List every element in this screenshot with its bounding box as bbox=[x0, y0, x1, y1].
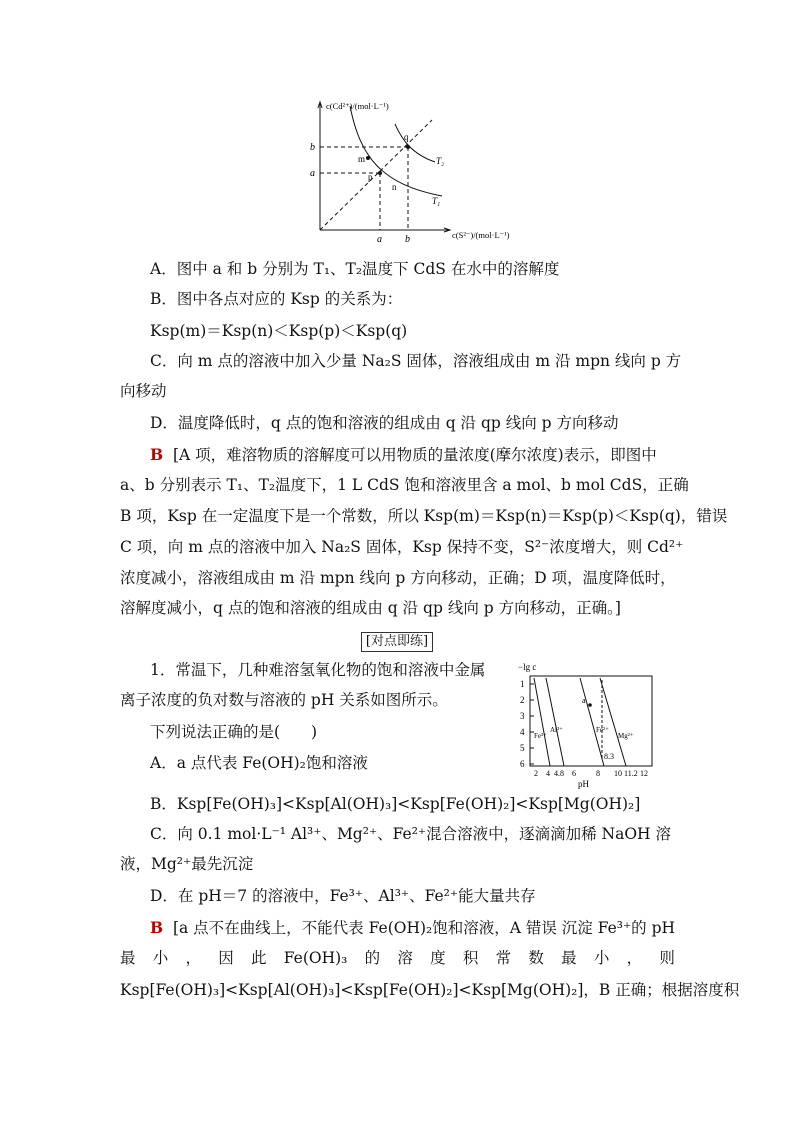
q2-exp2-char: 小 bbox=[593, 949, 610, 967]
q2-exp2-char: 此 bbox=[251, 949, 267, 967]
section-tag: [对点即练] bbox=[361, 632, 433, 652]
q1-option-c-line2: 向移动 bbox=[120, 382, 167, 400]
fig2-xtick-4.8: 4.8 bbox=[554, 769, 564, 778]
q2-exp2-char: Fe(OH)₃ bbox=[283, 949, 348, 967]
label-mg2: Mg²⁺ bbox=[618, 732, 634, 740]
point-p: p bbox=[368, 172, 373, 182]
q2-exp2-char: ， bbox=[626, 949, 643, 967]
fig2-ytick-4: 4 bbox=[520, 727, 525, 737]
q1-option-d: D．温度降低时，q 点的饱和溶液的组成由 q 沿 qp 线向 p 方向移动 bbox=[150, 414, 619, 432]
q1-option-b: B．图中各点对应的 Ksp 的关系为： bbox=[150, 290, 403, 308]
q1-option-c-line1: C．向 m 点的溶液中加入少量 Na₂S 固体，溶液组成由 m 沿 mpn 线向 p 方 bbox=[150, 352, 682, 370]
point-m: m bbox=[358, 154, 366, 164]
q2-exp2-char: 的 bbox=[364, 949, 381, 967]
fig2-xtick-6: 6 bbox=[572, 769, 576, 778]
point-q: q bbox=[404, 132, 409, 142]
q1-explanation-line1 bbox=[150, 445, 657, 465]
fig1-xlabel: c(S²⁻)/(mol·L⁻¹) bbox=[452, 230, 510, 240]
curve-T2: T₂ bbox=[436, 156, 445, 166]
q2-stem-line1: 1．常温下，几种难溶氢氧化物的饱和溶液中金属 bbox=[150, 661, 486, 679]
fig2-xtick-2: 2 bbox=[534, 769, 538, 778]
cds-solubility-figure bbox=[300, 96, 530, 254]
fig2-xtick-10: 10 bbox=[614, 769, 622, 778]
q1-explanation-line6: 溶解度减小，q 点的饱和溶液的组成由 q 沿 qp 线向 p 方向移动，正确。] bbox=[120, 599, 621, 617]
fig2-xtick-12: 12 bbox=[640, 769, 648, 778]
q2-option-b: B．Ksp[Fe(OH)₃]<Ksp[Al(OH)₃]<Ksp[Fe(OH)₂]<Ksp[Mg(OH)₂] bbox=[150, 795, 641, 813]
q2-option-c-line2: 液，Mg²⁺最先沉淀 bbox=[120, 855, 254, 873]
fig1-xtick-b: b bbox=[405, 234, 410, 245]
q1-answer: B bbox=[150, 445, 164, 464]
q2-option-d: D．在 pH＝7 的溶液中，Fe³⁺、Al³⁺、Fe²⁺能大量共存 bbox=[150, 887, 536, 905]
q2-exp2-char: ， bbox=[185, 949, 202, 967]
fig2-ytick-1: 1 bbox=[520, 679, 525, 689]
q2-exp2-char: 最 bbox=[120, 949, 136, 967]
curve-T1: T₁ bbox=[432, 196, 441, 206]
q2-stem-line3: 下列说法正确的是( ) bbox=[150, 723, 318, 741]
label-al3: Al³⁺ bbox=[550, 726, 563, 734]
fig2-ytick-6: 6 bbox=[520, 759, 525, 769]
fig2-ytick-3: 3 bbox=[520, 711, 525, 721]
fig1-ytick-a: a bbox=[310, 168, 315, 179]
q1-explanation-line5: 浓度减小，溶液组成由 m 沿 mpn 线向 p 方向移动，正确；D 项，温度降低时， bbox=[120, 569, 676, 587]
q2-exp-text1: [a 点不在曲线上，不能代表 Fe(OH)₂饱和溶液，A 错误 沉淀 Fe³⁺的 pH bbox=[172, 919, 676, 937]
q2-explanation-line1 bbox=[150, 918, 675, 938]
fig2-xtick-4: 4 bbox=[546, 769, 550, 778]
hydroxide-ph-figure bbox=[508, 660, 658, 790]
fig2-ylabel: −lg c bbox=[518, 662, 537, 672]
label-fe3: Fe³⁺ bbox=[534, 732, 547, 740]
q2-exp2-char: 度 bbox=[430, 949, 446, 967]
q2-exp2-char: 溶 bbox=[397, 949, 413, 967]
q1-exp-text1: [A 项，难溶物质的溶解度可以用物质的量浓度(摩尔浓度)表示，即图中 bbox=[172, 446, 657, 464]
fig2-xlabel: pH bbox=[578, 779, 589, 789]
fig2-xtick-8: 8 bbox=[596, 769, 600, 778]
fig2-xtick-11.2: 11.2 bbox=[624, 769, 638, 778]
q1-explanation-line2: a、b 分别表示 T₁、T₂温度下，1 L CdS 饱和溶液里含 a mol、b mol CdS，正确 bbox=[120, 476, 689, 494]
fig1-ytick-b: b bbox=[310, 142, 315, 153]
point-n: n bbox=[392, 182, 397, 192]
fig2-ytick-2: 2 bbox=[520, 695, 525, 705]
q2-exp2-char: 最 bbox=[561, 949, 577, 967]
q1-explanation-line3: B 项，Ksp 在一定温度下是一个常数，所以 Ksp(m)＝Ksp(n)＝Ksp(p)＜Ksp(q)，错误 bbox=[120, 507, 728, 525]
q2-answer: B bbox=[150, 918, 164, 937]
q2-exp2-char: 积 bbox=[462, 949, 479, 967]
q2-explanation-line3: Ksp[Fe(OH)₃]<Ksp[Al(OH)₃]<Ksp[Fe(OH)₂]<Ksp[Mg(OH)₂]，B 正确；根据溶度积 bbox=[120, 981, 740, 999]
q2-exp2-char: 常 bbox=[495, 949, 512, 967]
q1-option-b-relation: Ksp(m)＝Ksp(n)＜Ksp(p)＜Ksp(q) bbox=[150, 322, 408, 340]
fig2-ytick-5: 5 bbox=[520, 743, 525, 753]
q2-exp2-char: 则 bbox=[659, 949, 675, 967]
label-point-a: a bbox=[582, 696, 586, 705]
label-8.3: 8.3 bbox=[604, 752, 614, 761]
q2-option-a: A．a 点代表 Fe(OH)₂饱和溶液 bbox=[150, 754, 368, 772]
q1-explanation-line4: C 项，向 m 点的溶液中加入 Na₂S 固体，Ksp 保持不变，S²⁻浓度增大，则 Cd²⁺ bbox=[120, 538, 684, 556]
q2-exp2-char: 数 bbox=[528, 949, 544, 967]
q2-exp2-char: 因 bbox=[218, 949, 234, 967]
q2-stem-line2: 离子浓度的负对数与溶液的 pH 关系如图所示。 bbox=[120, 691, 448, 709]
fig1-ylabel: c(Cd²⁺)/(mol·L⁻¹) bbox=[326, 101, 389, 111]
q2-explanation-line2 bbox=[120, 948, 675, 968]
fig1-xtick-a: a bbox=[377, 234, 382, 245]
q2-exp2-char: 小 bbox=[152, 949, 169, 967]
label-fe2: Fe²⁺ bbox=[596, 726, 609, 734]
q1-option-a: A．图中 a 和 b 分别为 T₁、T₂温度下 CdS 在水中的溶解度 bbox=[150, 260, 560, 278]
q2-option-c-line1: C．向 0.1 mol·L⁻¹ Al³⁺、Mg²⁺、Fe²⁺混合溶液中，逐滴滴加稀 NaOH 溶 bbox=[150, 825, 671, 843]
